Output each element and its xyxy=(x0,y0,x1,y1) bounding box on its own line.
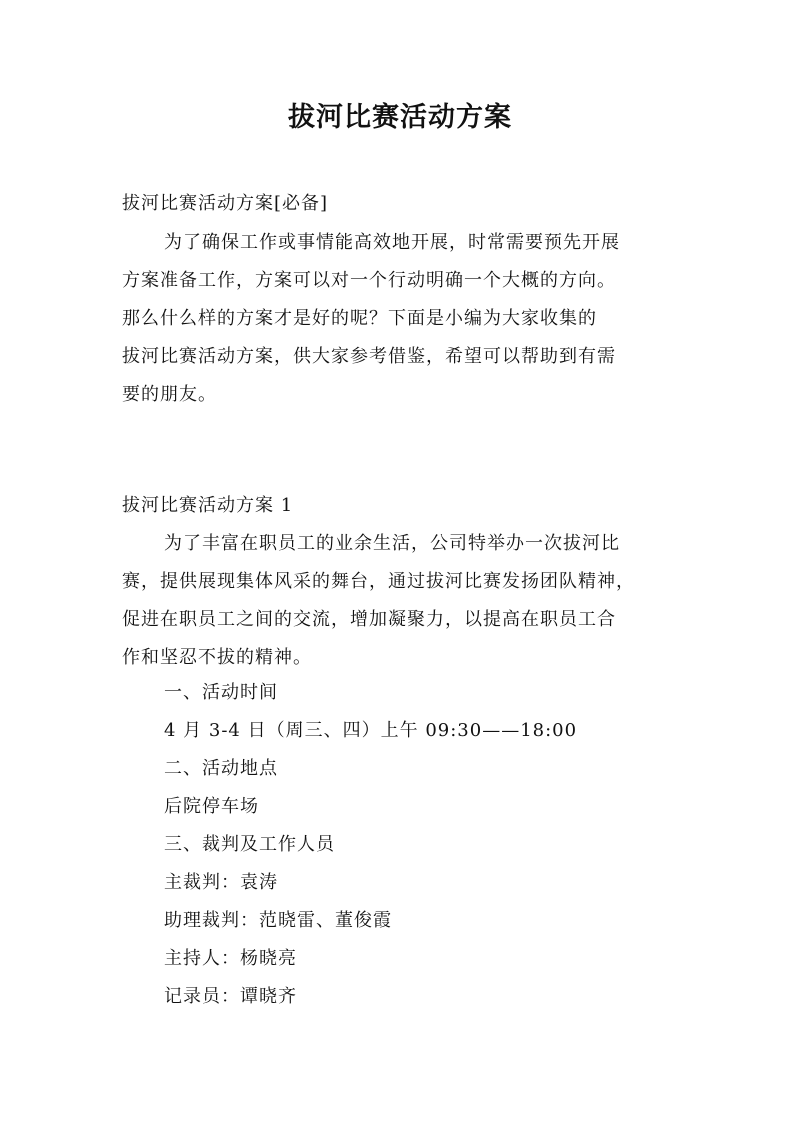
section-heading: 拔河比赛活动方案 1 xyxy=(122,495,294,516)
activity-location-value: 后院停车场 xyxy=(164,796,259,817)
intro-heading: 拔河比赛活动方案[必备] xyxy=(122,193,329,214)
host: 主持人：杨晓亮 xyxy=(164,948,297,969)
activity-location-heading: 二、活动地点 xyxy=(164,758,278,779)
paragraph-line: 促进在职员工之间的交流，增加凝聚力，以提高在职员工合 xyxy=(122,609,616,630)
recorder: 记录员：谭晓齐 xyxy=(164,986,297,1007)
paragraph-line: 要的朋友。 xyxy=(122,384,217,405)
paragraph-line: 那么什么样的方案才是好的呢？下面是小编为大家收集的 xyxy=(122,308,597,329)
paragraph-line: 为了丰富在职员工的业余生活，公司特举办一次拔河比 xyxy=(164,533,620,554)
document-title: 拔河比赛活动方案 xyxy=(288,102,512,133)
paragraph-line: 为了确保工作或事情能高效地开展，时常需要预先开展 xyxy=(164,232,620,253)
chief-referee: 主裁判：袁涛 xyxy=(164,872,278,893)
assistant-referees: 助理裁判：范晓雷、董俊霞 xyxy=(164,910,392,931)
paragraph-line: 方案准备工作，方案可以对一个行动明确一个大概的方向。 xyxy=(122,270,616,291)
paragraph-line: 拔河比赛活动方案，供大家参考借鉴，希望可以帮助到有需 xyxy=(122,346,616,367)
paragraph-line: 作和坚忍不拔的精神。 xyxy=(122,647,312,668)
activity-time-heading: 一、活动时间 xyxy=(164,682,278,703)
staff-heading: 三、裁判及工作人员 xyxy=(164,834,335,855)
intro-paragraph xyxy=(122,224,702,414)
paragraph-line: 赛，提供展现集体风采的舞台，通过拔河比赛发扬团队精神， xyxy=(122,571,635,592)
section-paragraph xyxy=(122,525,702,677)
activity-time-value: 4 月 3-4 日（周三、四）上午 09:30——18:00 xyxy=(164,720,578,741)
